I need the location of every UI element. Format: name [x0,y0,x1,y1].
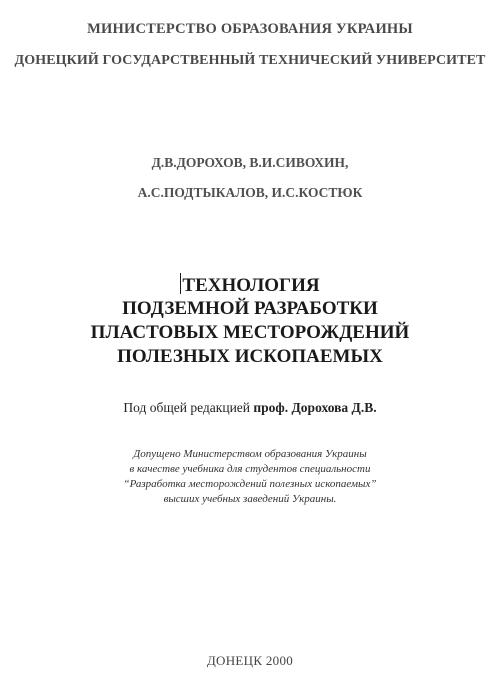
approval-line-2: в качестве учебника для студентов специальности [129,463,371,475]
authors-line-1: Д.В.ДОРОХОВ, В.И.СИВОХИН, [151,155,349,170]
university-heading: ДОНЕЦКИЙ ГОСУДАРСТВЕННЫЙ ТЕХНИЧЕСКИЙ УНИВЕРСИТЕТ [14,53,486,68]
approval-line-1: Допущено Министерством образования Украины [133,448,367,460]
book-title-line-3: ПЛАСТОВЫХ МЕСТОРОЖДЕНИЙ [90,322,410,343]
book-title-line-1-text: ТЕХНОЛОГИЯ [182,275,320,296]
editor-prefix: Под общей редакцией [123,400,254,415]
book-title-line-1[interactable] [0,273,500,298]
book-title-line-2: ПОДЗЕМНОЙ РАЗРАБОТКИ [122,298,378,319]
place-and-year: ДОНЕЦК 2000 [206,653,294,668]
editor-name: проф. Дорохова Д.В. [253,400,377,415]
approval-line-4: высших учебных заведений Украины. [163,493,337,505]
authors-line-2: А.С.ПОДТЫКАЛОВ, И.С.КОСТЮК [137,185,363,200]
book-title-line-4: ПОЛЕЗНЫХ ИСКОПАЕМЫХ [117,346,383,367]
ministry-heading: МИНИСТЕРСТВО ОБРАЗОВАНИЯ УКРАИНЫ [87,21,413,37]
approval-line-3: “Разработка месторождений полезных ископаемых” [123,478,377,490]
editor-credit [0,400,500,416]
